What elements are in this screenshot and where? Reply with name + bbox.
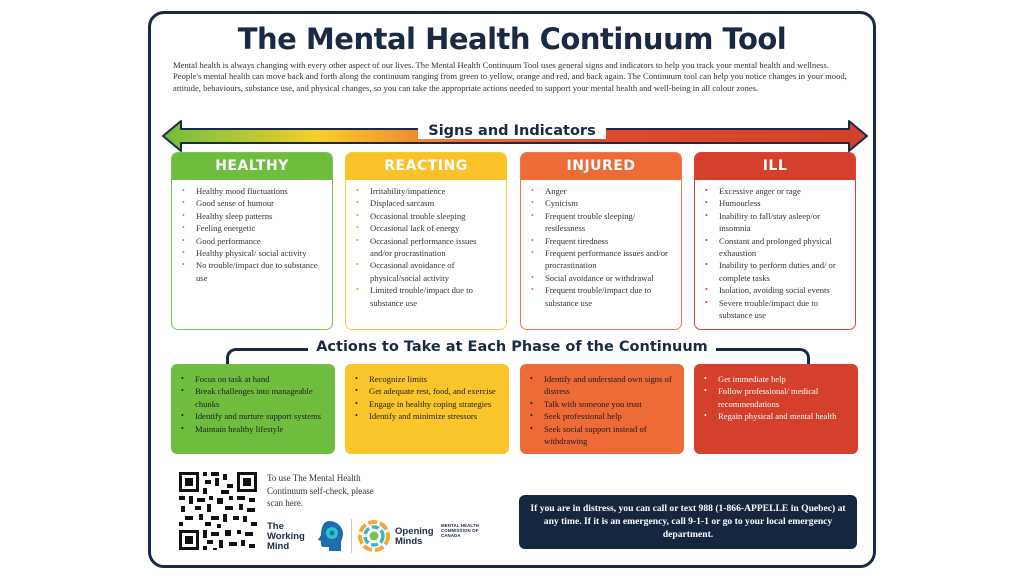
list-item: • Constant and prolonged physical exhaustion [703, 235, 847, 260]
qr-code-icon[interactable] [177, 470, 259, 552]
list-item: • Regain physical and mental health [702, 410, 850, 422]
list-item: • Engage in healthy coping strategies [353, 398, 501, 410]
list-item: • Healthy sleep patterns [180, 210, 324, 222]
list-item: • Occasional performance issues and/or procrastination [354, 235, 498, 260]
list-item: • Get immediate help [702, 373, 850, 385]
working-mind-logo: The Working Mind [267, 519, 347, 555]
healthy-signs-card [171, 152, 333, 330]
continuum-poster [148, 11, 876, 568]
list-item: • Irritability/impatience [354, 185, 498, 197]
list-item: • Anger [529, 185, 673, 197]
injured-header: INJURED [521, 153, 681, 180]
list-item: • Isolation, avoiding social events [703, 284, 847, 296]
list-item: • Frequent tiredness [529, 235, 673, 247]
list-item: • Limited trouble/impact due to substance use [354, 284, 498, 309]
crisis-info-box: If you are in distress, you can call or text 988 (1-866-APPELLE in Quebec) at any time. If it is an emergency, call 9-1-1 or go to your local emergency department. [519, 495, 857, 549]
list-item: • Occasional trouble sleeping [354, 210, 498, 222]
list-item: • Occasional lack of energy [354, 222, 498, 234]
injured-actions-box [520, 364, 684, 454]
actions-heading: Actions to Take at Each Phase of the Continuum [151, 339, 873, 355]
list-item: • Severe trouble/impact due to substance use [703, 297, 847, 322]
list-item: • Seek professional help [528, 410, 676, 422]
list-item: • Recognize limits [353, 373, 501, 385]
list-item: • Cynicism [529, 197, 673, 209]
list-item: • Get adequate rest, food, and exercise [353, 385, 501, 397]
list-item: • Maintain healthy lifestyle [179, 423, 327, 435]
list-item: • Frequent trouble sleeping/ restlessness [529, 210, 673, 235]
list-item: • Break challenges into manageable chunks [179, 385, 327, 410]
healthy-actions-box [171, 364, 335, 454]
list-item: • Frequent performance issues and/or procrastination [529, 247, 673, 272]
head-gear-icon [315, 519, 345, 553]
list-item: • Identify and nurture support systems [179, 410, 327, 422]
reacting-signs-card [345, 152, 507, 330]
ill-header: ILL [695, 153, 855, 180]
list-item: • Good performance [180, 235, 324, 247]
ill-signs-card [694, 152, 856, 330]
healthy-actions-list [171, 364, 335, 439]
reacting-actions-list [345, 364, 509, 427]
logo-divider [351, 519, 352, 553]
list-item: • Excessive anger or rage [703, 185, 847, 197]
ill-signs-list [695, 180, 855, 325]
scan-instructions: To use The Mental Health Continuum self-check, please scan here. [267, 473, 374, 509]
signs-indicators-heading: Signs and Indicators [151, 123, 873, 139]
injured-signs-list [521, 180, 681, 313]
opening-minds-ring-icon [357, 519, 391, 553]
intro-paragraph: Mental health is always changing with every other aspect of our lives. The Mental Health Continuum Tool uses general signs and indicators to help you track your mental health and wellness. People's mental health can move back and forth along the continuum ranging from green to yellow, orange and red, and back again. The Continuum tool can help you notice changes in your mood, attitude, behaviours, substance use, and physical changes, so you can take the appropriate actions needed to support your mental health and well-being in all colour zones. [173, 60, 847, 93]
list-item: • Inability to fall/stay asleep/or insomnia [703, 210, 847, 235]
list-item: • No trouble/impact due to substance use [180, 259, 324, 284]
reacting-header: REACTING [346, 153, 506, 180]
list-item: • Identify and minimize stressors [353, 410, 501, 422]
injured-signs-card [520, 152, 682, 330]
list-item: • Talk with someone you trust [528, 398, 676, 410]
healthy-signs-list [172, 180, 332, 288]
list-item: • Displaced sarcasm [354, 197, 498, 209]
ill-actions-list [694, 364, 858, 427]
list-item: • Inability to perform duties and/ or complete tasks [703, 259, 847, 284]
list-item: • Follow professional/ medical recommendations [702, 385, 850, 410]
list-item: • Healthy mood fluctuations [180, 185, 324, 197]
injured-actions-list [520, 364, 684, 451]
list-item: • Occasional avoidance of physical/social activity [354, 259, 498, 284]
list-item: • Frequent trouble/impact due to substance use [529, 284, 673, 309]
list-item: • Identify and understand own signs of distress [528, 373, 676, 398]
page-title: The Mental Health Continuum Tool [237, 22, 787, 56]
reacting-actions-box [345, 364, 509, 454]
list-item: • Focus on task at hand [179, 373, 327, 385]
opening-minds-logo: Opening Minds [357, 519, 437, 555]
ill-actions-box [694, 364, 858, 454]
reacting-signs-list [346, 180, 506, 313]
list-item: • Feeling energetic [180, 222, 324, 234]
healthy-header: HEALTHY [172, 153, 332, 180]
list-item: • Seek social support instead of withdrawing [528, 423, 676, 448]
list-item: • Healthy physical/ social activity [180, 247, 324, 259]
mhcc-logo: MENTAL HEALTH COMMISSION OF CANADA [441, 523, 479, 539]
list-item: • Social avoidance or withdrawal [529, 272, 673, 284]
list-item: • Good sense of humour [180, 197, 324, 209]
list-item: • Humourless [703, 197, 847, 209]
